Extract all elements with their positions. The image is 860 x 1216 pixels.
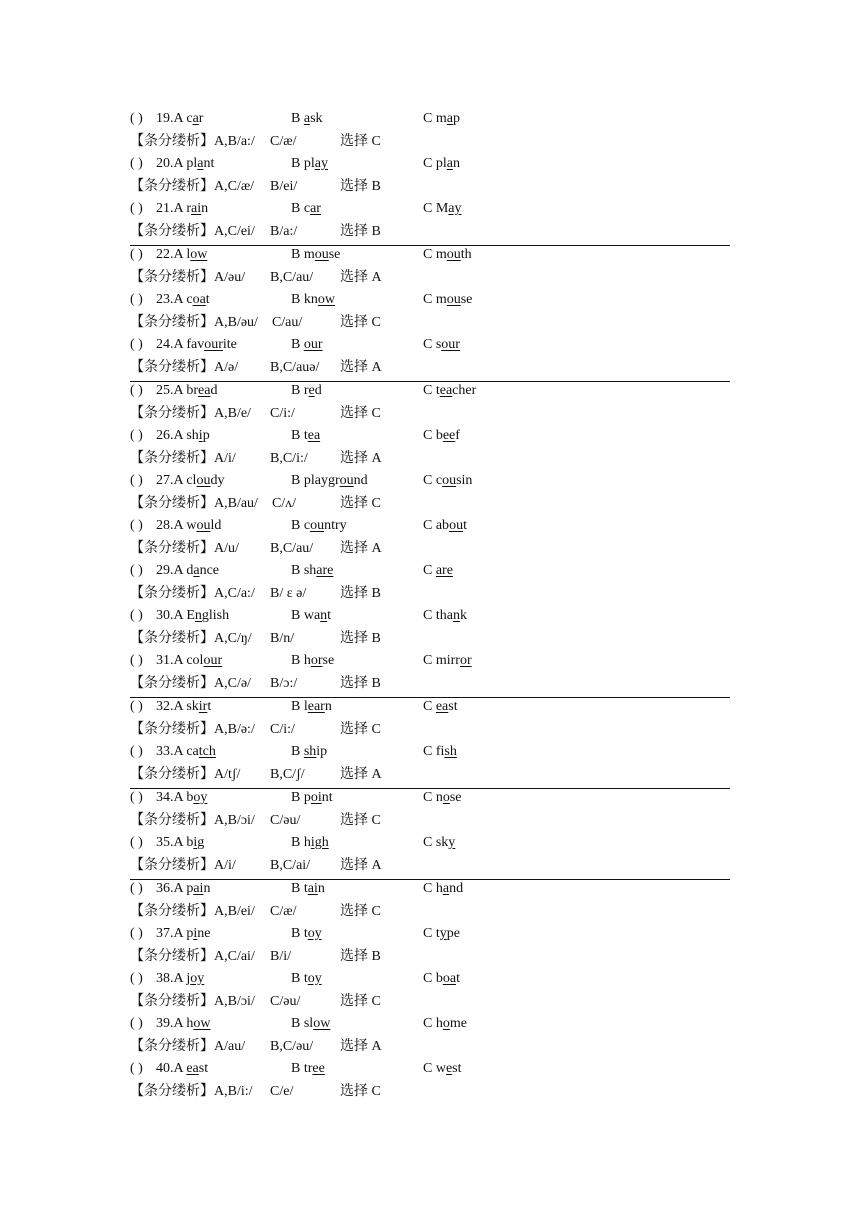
question-option-a: 33.A catch — [156, 744, 216, 759]
question-row — [130, 652, 730, 675]
analysis-answer: 选择 B — [340, 675, 381, 691]
underlined-letters: oi — [310, 790, 322, 805]
option-b: B point — [291, 790, 333, 805]
option-b: B share — [291, 563, 334, 578]
underlined-letters: ou — [314, 247, 329, 262]
analysis-row — [130, 450, 730, 473]
question-option-a: 32.A skirt — [156, 699, 212, 714]
question-row — [130, 1060, 730, 1083]
underlined-letters: ou — [339, 473, 354, 488]
underlined-letters: tch — [198, 744, 216, 759]
answer-blank[interactable]: ( ) — [130, 383, 143, 398]
underlined-letters: i — [193, 926, 198, 941]
analysis-answer: 选择 A — [340, 857, 382, 873]
question-option-a: 28.A would — [156, 518, 222, 533]
analysis-answer: 选择 A — [340, 450, 382, 466]
option-b: B want — [291, 608, 332, 623]
analysis-row — [130, 948, 730, 971]
underlined-letters: our — [204, 337, 223, 352]
question-option-a: 21.A rain — [156, 201, 209, 216]
answer-blank[interactable]: ( ) — [130, 337, 143, 352]
analysis-tag: 【条分缕析】A/i/ — [130, 857, 236, 873]
analysis-tag: 【条分缕析】A/əu/ — [130, 269, 246, 285]
analysis-tag: 【条分缕析】A,B/əu/ — [130, 314, 258, 330]
question-option-a: 39.A how — [156, 1016, 211, 1031]
analysis-answer: 选择 B — [340, 585, 381, 601]
option-c: C teacher — [423, 383, 477, 398]
question-option-a: 22.A low — [156, 247, 208, 262]
underlined-letters: ai — [193, 881, 204, 896]
answer-blank[interactable]: ( ) — [130, 292, 143, 307]
option-b: B playground — [291, 473, 368, 488]
option-c: C thank — [423, 608, 467, 623]
question-option-a: 40.A east — [156, 1061, 209, 1076]
underlined-letters: o — [442, 790, 450, 805]
analysis-phoneme: C/au/ — [271, 314, 303, 330]
question-row — [130, 880, 730, 903]
analysis-phoneme: B,C/ai/ — [270, 857, 311, 873]
option-b: B play — [291, 156, 328, 171]
analysis-tag: 【条分缕析】A/au/ — [130, 1038, 246, 1054]
analysis-row — [130, 585, 730, 608]
analysis-tag: 【条分缕析】A,B/e/ — [130, 405, 251, 421]
analysis-phoneme: B/i/ — [270, 948, 292, 964]
analysis-row — [130, 812, 730, 835]
question-option-a: 27.A cloudy — [156, 473, 225, 488]
question-option-a: 24.A favourite — [156, 337, 237, 352]
underlined-letters: i — [193, 835, 198, 850]
option-c: C mouse — [423, 292, 473, 307]
analysis-answer: 选择 A — [340, 766, 382, 782]
analysis-row — [130, 314, 730, 337]
analysis-answer: 选择 B — [340, 223, 381, 239]
option-c: C sky — [423, 835, 456, 850]
option-c: C west — [423, 1061, 462, 1076]
option-b: B our — [291, 337, 323, 352]
analysis-row — [130, 857, 730, 881]
underlined-letters: ee — [442, 428, 456, 443]
option-c: C boat — [423, 971, 460, 986]
underlined-letters: oa — [192, 292, 206, 307]
analysis-phoneme: C/i:/ — [270, 405, 295, 421]
underlined-letters: i — [198, 428, 203, 443]
question-row — [130, 834, 730, 857]
question-option-a: 30.A English — [156, 608, 230, 623]
underlined-letters: are — [435, 563, 453, 578]
underlined-letters: ow — [193, 1016, 211, 1031]
option-c: C about — [423, 518, 467, 533]
analysis-tag: 【条分缕析】A,B/ɔi/ — [130, 812, 255, 828]
underlined-letters: sh — [444, 744, 457, 759]
option-c: C nose — [423, 790, 462, 805]
analysis-phoneme: B,C/au/ — [270, 269, 314, 285]
analysis-tag: 【条分缕析】A,B/a:/ — [130, 133, 255, 149]
analysis-tag: 【条分缕析】A,B/i:/ — [130, 1083, 253, 1099]
underlined-letters: our — [203, 653, 223, 668]
analysis-row — [130, 540, 730, 563]
underlined-letters: oy — [307, 926, 322, 941]
question-option-a: 26.A ship — [156, 428, 210, 443]
question-row — [130, 291, 730, 314]
analysis-tag: 【条分缕析】A,C/æ/ — [130, 178, 255, 194]
question-option-a: 34.A boy — [156, 790, 208, 805]
underlined-letters: ow — [317, 292, 335, 307]
analysis-tag: 【条分缕析】A,C/ei/ — [130, 223, 255, 239]
answer-blank[interactable]: ( ) — [130, 926, 143, 941]
underlined-letters: ou — [449, 518, 464, 533]
answer-blank[interactable]: ( ) — [130, 1016, 143, 1031]
option-c: C May — [423, 201, 462, 216]
answer-blank[interactable]: ( ) — [130, 835, 143, 850]
analysis-tag: 【条分缕析】A/u/ — [130, 540, 239, 556]
underlined-letters: ea — [186, 1061, 199, 1076]
underlined-letters: ou — [446, 292, 461, 307]
answer-blank[interactable]: ( ) — [130, 790, 143, 805]
analysis-row — [130, 993, 730, 1016]
underlined-letters: a — [193, 563, 200, 578]
analysis-phoneme: C/i:/ — [270, 721, 295, 737]
underlined-letters: n — [452, 608, 460, 623]
underlined-letters: a — [446, 111, 453, 126]
option-c: C sour — [423, 337, 460, 352]
analysis-answer: 选择 A — [340, 359, 382, 375]
question-row — [130, 155, 730, 178]
question-row — [130, 200, 730, 223]
question-option-a: 37.A pine — [156, 926, 211, 941]
answer-blank[interactable]: ( ) — [130, 518, 143, 533]
analysis-row — [130, 903, 730, 926]
underlined-letters: ee — [312, 1061, 325, 1076]
answer-blank[interactable]: ( ) — [130, 428, 143, 443]
underlined-letters: ai — [191, 201, 202, 216]
analysis-tag: 【条分缕析】A/tʃ/ — [130, 766, 241, 782]
underlined-letters: ou — [442, 473, 457, 488]
answer-blank[interactable]: ( ) — [130, 744, 143, 759]
option-c: C home — [423, 1016, 467, 1031]
analysis-row — [130, 405, 730, 428]
question-option-a: 35.A big — [156, 835, 205, 850]
answer-blank[interactable]: ( ) — [130, 201, 143, 216]
question-option-a: 23.A coat — [156, 292, 210, 307]
analysis-row — [130, 675, 730, 699]
answer-blank[interactable]: ( ) — [130, 653, 143, 668]
option-b: B red — [291, 383, 322, 398]
analysis-answer: 选择 B — [340, 630, 381, 646]
underlined-letters: a — [303, 111, 311, 126]
underlined-letters: e — [445, 1061, 453, 1076]
question-row — [130, 246, 730, 269]
question-option-a: 31.A colour — [156, 653, 223, 668]
option-b: B tain — [291, 881, 325, 896]
underlined-letters: ow — [190, 247, 208, 262]
analysis-tag: 【条分缕析】A,C/a:/ — [130, 585, 255, 601]
analysis-answer: 选择 B — [340, 178, 381, 194]
underlined-letters: n — [194, 608, 202, 623]
analysis-tag: 【条分缕析】A,B/ɔi/ — [130, 993, 255, 1009]
underlined-letters: or — [459, 653, 472, 668]
option-b: B learn — [291, 699, 332, 714]
analysis-row — [130, 269, 730, 292]
underlined-letters: oy — [190, 971, 205, 986]
analysis-answer: 选择 C — [340, 721, 381, 737]
analysis-answer: 选择 C — [340, 495, 381, 511]
question-row — [130, 1015, 730, 1038]
answer-blank[interactable]: ( ) — [130, 608, 143, 623]
analysis-tag: 【条分缕析】A,B/ei/ — [130, 903, 255, 919]
analysis-phoneme: C/ʌ/ — [271, 495, 297, 511]
option-b: B toy — [291, 926, 322, 941]
question-row — [130, 472, 730, 495]
question-row — [130, 925, 730, 948]
analysis-row — [130, 766, 730, 790]
underlined-letters: ea — [435, 699, 449, 714]
option-c: C map — [423, 111, 460, 126]
analysis-tag: 【条分缕析】A,C/ə/ — [130, 675, 251, 691]
analysis-tag: 【条分缕析】A,B/ə:/ — [130, 721, 255, 737]
analysis-phoneme: B,C/au/ — [270, 540, 314, 556]
option-b: B ship — [291, 744, 328, 759]
option-b: B car — [291, 201, 321, 216]
option-b: B slow — [291, 1016, 331, 1031]
question-row — [130, 607, 730, 630]
analysis-row — [130, 1083, 730, 1106]
option-c: C mirror — [423, 653, 472, 668]
analysis-answer: 选择 A — [340, 269, 382, 285]
analysis-phoneme: B,C/auə/ — [270, 359, 320, 375]
analysis-row — [130, 359, 730, 383]
option-b: B mouse — [291, 247, 341, 262]
answer-blank[interactable]: ( ) — [130, 1061, 143, 1076]
underlined-letters: ir — [198, 699, 208, 714]
answer-blank[interactable]: ( ) — [130, 971, 143, 986]
analysis-answer: 选择 C — [340, 133, 381, 149]
underlined-letters: ou — [446, 247, 461, 262]
analysis-answer: 选择 C — [340, 812, 381, 828]
analysis-phoneme: B,C/əu/ — [270, 1038, 314, 1054]
underlined-letters: igh — [310, 835, 329, 850]
underlined-letters: e — [308, 383, 315, 398]
option-c: C beef — [423, 428, 460, 443]
underlined-letters: oy — [307, 971, 322, 986]
analysis-answer: 选择 A — [340, 540, 382, 556]
underlined-letters: a — [442, 881, 450, 896]
analysis-phoneme: C/æ/ — [270, 133, 297, 149]
underlined-letters: our — [441, 337, 460, 352]
question-option-a: 19.A car — [156, 111, 204, 126]
question-option-a: 36.A pain — [156, 881, 211, 896]
underlined-letters: ea — [439, 383, 453, 398]
analysis-answer: 选择 C — [340, 1083, 381, 1099]
underlined-letters: ow — [313, 1016, 331, 1031]
question-option-a: 29.A dance — [156, 563, 219, 578]
question-row — [130, 110, 730, 133]
analysis-phoneme: B/a:/ — [270, 223, 298, 239]
analysis-row — [130, 721, 730, 744]
underlined-letters: or — [310, 653, 323, 668]
underlined-letters: our — [303, 337, 323, 352]
analysis-tag: 【条分缕析】A,C/ŋ/ — [130, 630, 252, 646]
option-b: B tea — [291, 428, 321, 443]
analysis-row — [130, 133, 730, 156]
underlined-letters: ea — [198, 383, 211, 398]
option-c: C hand — [423, 881, 464, 896]
option-b: B horse — [291, 653, 335, 668]
option-b: B tree — [291, 1061, 325, 1076]
answer-blank[interactable]: ( ) — [130, 156, 143, 171]
analysis-row — [130, 223, 730, 247]
analysis-phoneme: B,C/ʃ/ — [270, 766, 305, 782]
question-row — [130, 743, 730, 766]
analysis-answer: 选择 C — [340, 405, 381, 421]
underlined-letters: ou — [310, 518, 325, 533]
option-b: B toy — [291, 971, 322, 986]
analysis-tag: 【条分缕析】A/i/ — [130, 450, 236, 466]
option-b: B know — [291, 292, 335, 307]
analysis-tag: 【条分缕析】A,C/ai/ — [130, 948, 255, 964]
answer-blank[interactable]: ( ) — [130, 881, 143, 896]
exercise-list — [130, 110, 730, 1105]
analysis-answer: 选择 C — [340, 903, 381, 919]
analysis-phoneme: C/əu/ — [270, 993, 301, 1009]
underlined-letters: oy — [193, 790, 208, 805]
option-c: C cousin — [423, 473, 473, 488]
option-c: C mouth — [423, 247, 472, 262]
answer-blank[interactable]: ( ) — [130, 111, 143, 126]
underlined-letters: y — [448, 835, 456, 850]
option-b: B country — [291, 518, 347, 533]
underlined-letters: sh — [303, 744, 317, 759]
analysis-row — [130, 630, 730, 653]
underlined-letters: ou — [196, 518, 211, 533]
analysis-phoneme: C/æ/ — [270, 903, 297, 919]
underlined-letters: are — [316, 563, 334, 578]
analysis-phoneme: B/ɔ:/ — [270, 675, 298, 691]
answer-blank[interactable]: ( ) — [130, 247, 143, 262]
analysis-tag: 【条分缕析】A,B/au/ — [130, 495, 258, 511]
option-c: C are — [423, 563, 453, 578]
question-row — [130, 382, 730, 405]
underlined-letters: ay — [314, 156, 328, 171]
analysis-answer: 选择 A — [340, 1038, 382, 1054]
underlined-letters: ea — [307, 428, 321, 443]
analysis-answer: 选择 C — [340, 314, 381, 330]
analysis-tag: 【条分缕析】A/ə/ — [130, 359, 239, 375]
question-option-a: 25.A bread — [156, 383, 218, 398]
analysis-answer: 选择 B — [340, 948, 381, 964]
analysis-answer: 选择 C — [340, 993, 381, 1009]
answer-blank[interactable]: ( ) — [130, 473, 143, 488]
underlined-letters: ou — [196, 473, 211, 488]
analysis-phoneme: C/əu/ — [270, 812, 301, 828]
question-row — [130, 970, 730, 993]
option-b: B ask — [291, 111, 323, 126]
analysis-row — [130, 1038, 730, 1061]
option-c: C east — [423, 699, 458, 714]
analysis-phoneme: B/n/ — [270, 630, 295, 646]
underlined-letters: ar — [310, 201, 321, 216]
question-option-a: 38.A joy — [156, 971, 205, 986]
underlined-letters: ay — [448, 201, 462, 216]
question-option-a: 20.A plant — [156, 156, 215, 171]
underlined-letters: o — [442, 1016, 450, 1031]
option-c: C fish — [423, 744, 457, 759]
question-row — [130, 336, 730, 359]
analysis-phoneme: B/ ɛ ə/ — [270, 585, 307, 601]
underlined-letters: a — [446, 156, 453, 171]
analysis-row — [130, 178, 730, 201]
underlined-letters: ai — [307, 881, 318, 896]
question-row — [130, 789, 730, 812]
underlined-letters: oa — [442, 971, 457, 986]
option-c: C plan — [423, 156, 460, 171]
option-c: C type — [423, 926, 460, 941]
analysis-phoneme: C/e/ — [270, 1083, 294, 1099]
underlined-letters: a — [197, 156, 204, 171]
underlined-letters: n — [320, 608, 328, 623]
analysis-phoneme: B,C/i:/ — [270, 450, 308, 466]
analysis-phoneme: B/ei/ — [270, 178, 298, 194]
option-b: B high — [291, 835, 329, 850]
question-row — [130, 562, 730, 585]
underlined-letters: ear — [307, 699, 325, 714]
answer-blank[interactable]: ( ) — [130, 563, 143, 578]
question-row — [130, 427, 730, 450]
question-row — [130, 517, 730, 540]
analysis-row — [130, 495, 730, 518]
underlined-letters: a — [192, 111, 199, 126]
question-row — [130, 698, 730, 721]
answer-blank[interactable]: ( ) — [130, 699, 143, 714]
underlined-letters: y — [439, 926, 447, 941]
